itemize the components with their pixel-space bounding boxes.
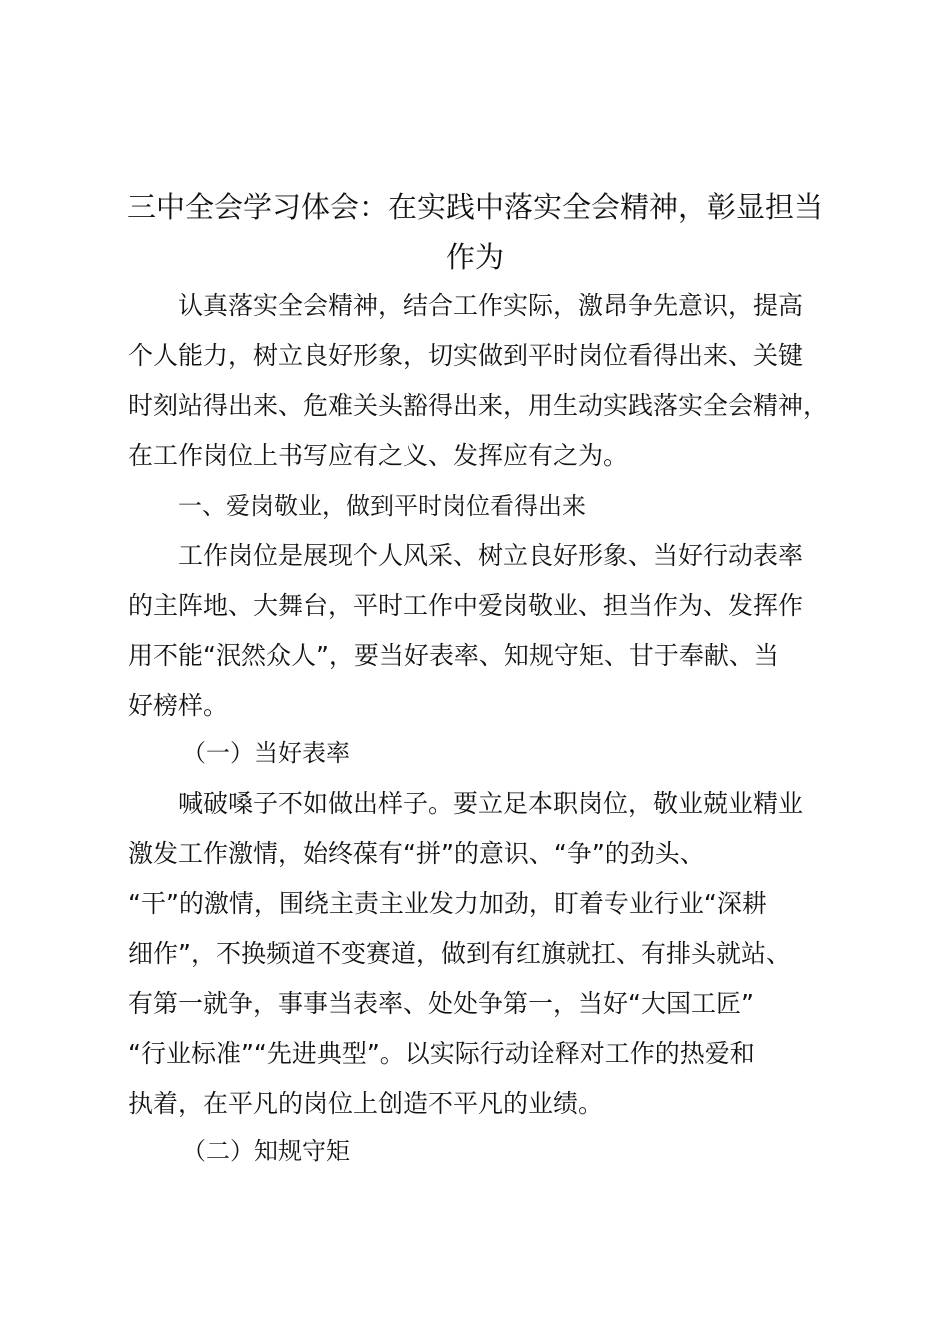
title-line-1: 三中全会学习体会：在实践中落实全会精神，彰显担当: [126, 190, 823, 224]
section-1-line-2: 的主阵地、大舞台，平时工作中爱岗敬业、担当作为、发挥作: [128, 591, 804, 620]
section-1-heading: 一、爱岗敬业，做到平时岗位看得出来: [178, 492, 586, 520]
intro-line-4: 在工作岗位上书写应有之义、发挥应有之为。: [128, 441, 629, 470]
subsection-1-heading: （一）当好表率: [182, 739, 350, 767]
subsection-1-line-7: 执着，在平凡的岗位上创造不平凡的业绩。: [128, 1089, 604, 1118]
document-title: [110, 182, 840, 282]
intro-line-1: 认真落实全会精神，结合工作实际，激昂争先意识，提高: [178, 291, 804, 320]
subsection-1-line-5: 有第一就争，事事当表率、处处争第一，当好“大国工匠”: [128, 989, 754, 1018]
subsection-1-line-1: 喊破嗓子不如做出样子。要立足本职岗位，敬业兢业精业: [178, 789, 804, 818]
section-1-line-1: 工作岗位是展现个人风采、树立良好形象、当好行动表率: [178, 541, 804, 570]
intro-line-3: 时刻站得出来、危难关头豁得出来，用生动实践落实全会精神，: [128, 391, 829, 420]
intro-line-2: 个人能力，树立良好形象，切实做到平时岗位看得出来、关键: [128, 341, 804, 370]
section-1-line-4: 好榜样。: [128, 691, 229, 720]
section-1-line-3: 用不能“泯然众人”，要当好表率、知规守矩、甘于奉献、当: [128, 641, 779, 670]
subsection-1-line-2: 激发工作激情，始终葆有“拼”的意识、“争”的劲头、: [128, 839, 705, 868]
subsection-1-line-4: 细作”，不换频道不变赛道，做到有红旗就扛、有排头就站、: [128, 939, 791, 968]
title-line-2: 作为: [445, 240, 504, 274]
subsection-2-heading: （二）知规守矩: [182, 1137, 350, 1165]
subsection-1-line-3: “干”的激情，围绕主责主业发力加劲，盯着专业行业“深耕: [128, 889, 767, 918]
subsection-1-line-6: “行业标准”“先进典型”。以实际行动诠释对工作的热爱和: [128, 1039, 755, 1068]
